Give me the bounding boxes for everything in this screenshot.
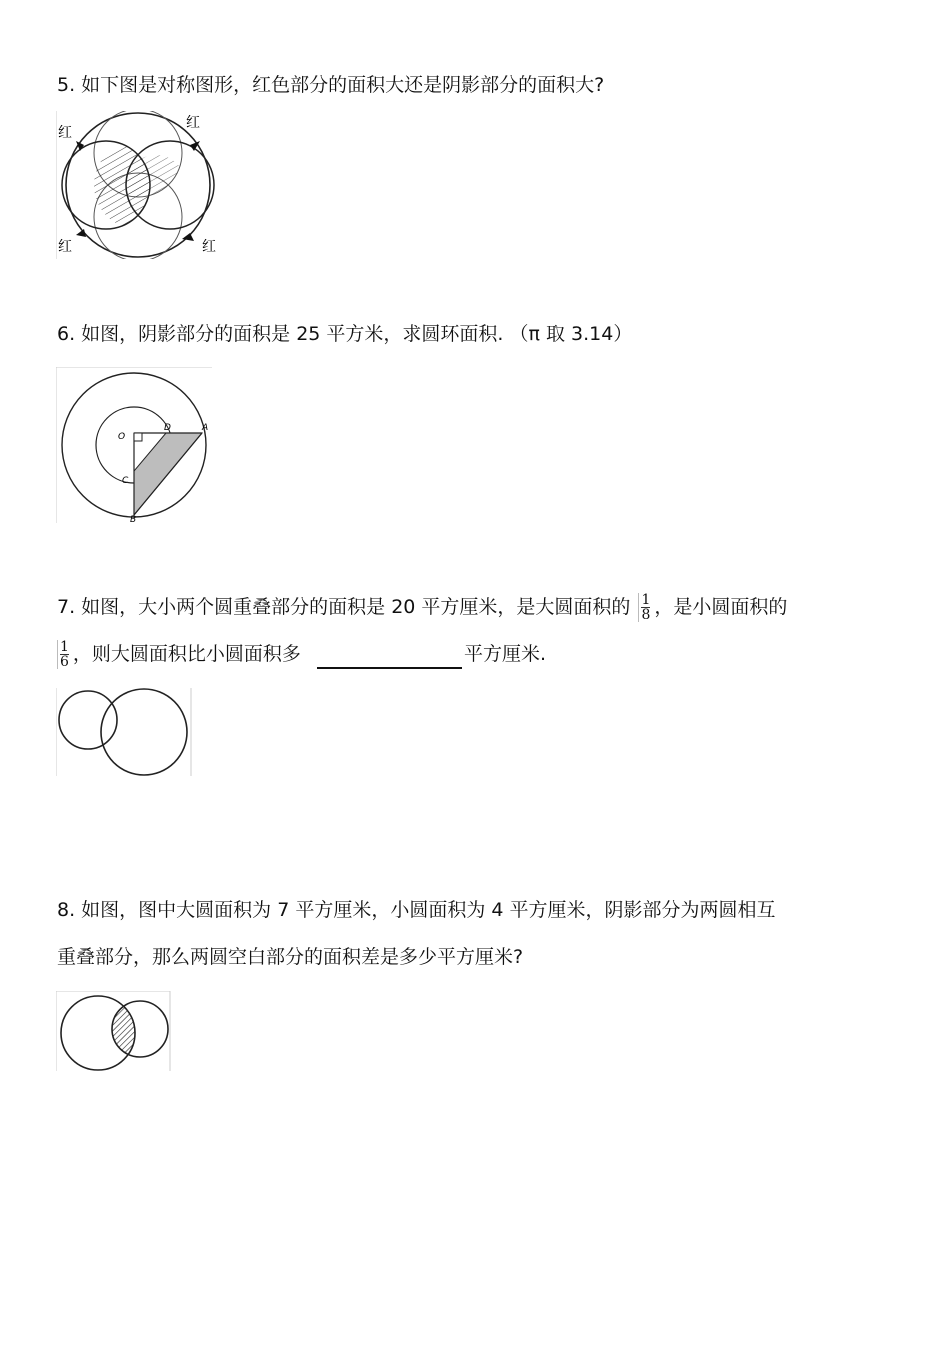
question-6-text: 6. 如图，阴影部分的面积是 25 平方米，求圆环面积. （π 取 3.14）	[57, 323, 633, 345]
question-7-line-1	[57, 593, 787, 622]
small-circle	[59, 691, 117, 749]
label-a: A	[202, 423, 209, 433]
question-7-text-c: ，则大圆面积比小圆面积多	[72, 643, 301, 665]
question-7-text-a: 7. 如图，大小两个圆重叠部分的面积是 20 平方厘米，是大圆面积的	[57, 596, 631, 618]
figure-q6-ring	[56, 367, 212, 523]
question-7-text-d: 平方厘米.	[463, 643, 547, 665]
fraction-one-eighth: $\frac{1}{8}$	[638, 593, 652, 622]
question-8-line-1: 8. 如图，图中大圆面积为 7 平方厘米，小圆面积为 4 平方厘米，阴影部分为两圆相互	[57, 899, 776, 921]
label-o: O	[118, 432, 126, 442]
question-8-line-2: 重叠部分，那么两圆空白部分的面积差是多少平方厘米?	[57, 946, 524, 968]
fraction-one-sixth: $\frac{1}{6}$	[57, 640, 71, 669]
question-7-line-2	[57, 640, 546, 669]
label-red-bottom-left: 红	[58, 239, 72, 255]
figure-q5-symmetric-circles	[56, 111, 220, 259]
right-angle-mark	[134, 433, 142, 441]
label-red-top-left: 红	[58, 125, 72, 141]
question-5-text: 5. 如下图是对称图形，红色部分的面积大还是阴影部分的面积大?	[57, 74, 605, 96]
label-red-top-right: 红	[186, 115, 200, 131]
figure-q7-two-circles	[56, 688, 192, 776]
label-b: B	[130, 515, 137, 523]
label-red-bottom-right: 红	[202, 239, 216, 255]
label-c: C	[122, 476, 129, 486]
label-d: D	[164, 423, 171, 433]
figure-q8-overlap-circles	[56, 991, 172, 1071]
answer-blank[interactable]	[317, 649, 462, 669]
question-7-text-b: ，是小圆面积的	[654, 596, 788, 618]
